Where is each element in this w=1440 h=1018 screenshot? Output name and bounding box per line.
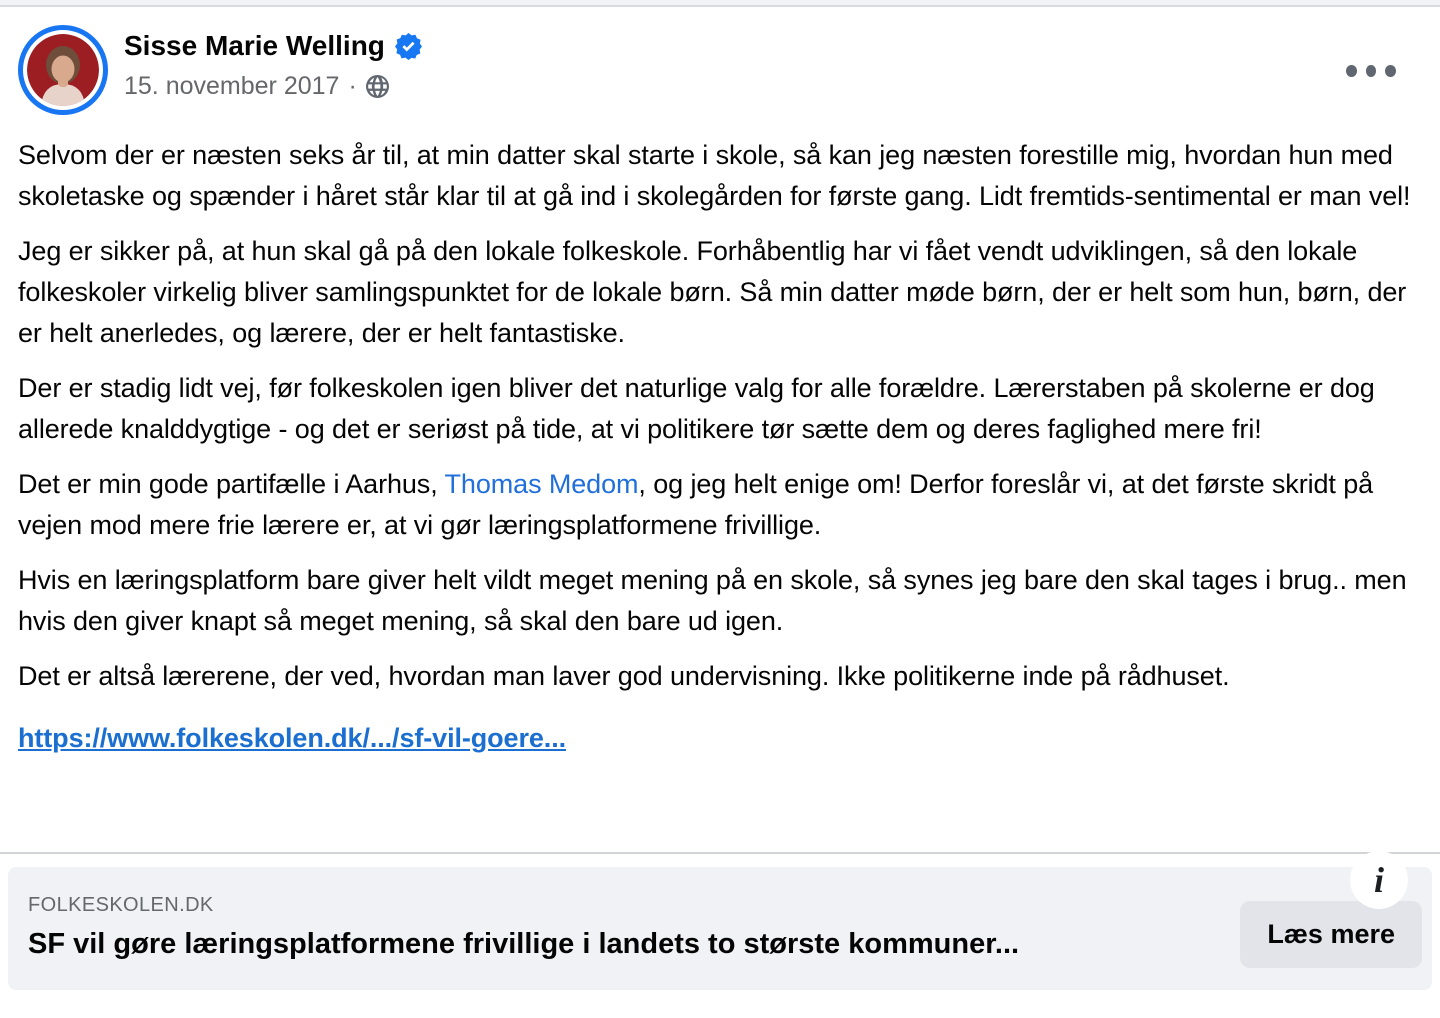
facebook-post [0,7,1440,759]
post-paragraph-5: Hvis en læringsplatform bare giver helt vildt meget mening på en skole, så synes jeg bare den skal tages i brug.. men hvis den giver knapt så meget mening, så skal den bare ud igen. [18,565,1407,636]
link-domain: FOLKESKOLEN.DK [28,894,214,916]
post-header-info [124,25,422,100]
link-attachment [0,852,1440,990]
avatar-photo-icon [27,34,99,106]
post-url-link[interactable]: https://www.folkeskolen.dk/.../sf-vil-goere... [18,723,566,753]
post-header [18,25,1420,115]
post-options-button[interactable] [1340,53,1402,89]
info-icon: i [1373,860,1384,900]
mention-link-thomas-medom[interactable]: Thomas Medom [444,469,639,499]
globe-icon [366,75,389,98]
post-date: 15. november 2017 [124,72,340,100]
paragraph-4-text-after: , og jeg helt enige om! Derfor foreslår vi, at det første skridt på vejen mod mere frie lærere er, at vi gør læringsplatformene frivillige. [18,469,1374,540]
post-paragraph-3: Der er stadig lidt vej, før folkeskolen igen bliver det naturlige valg for alle forældre. Lærerstaben på skolerne er dog allerede knalddygtige - og det er seriøst på tide, at vi politikere tør sætte dem og deres faglighed mere fri! [18,373,1375,444]
read-more-button[interactable]: Læs mere [1240,901,1422,968]
post-paragraph-4 [18,464,1420,546]
post-timestamp[interactable] [124,72,422,100]
date-separator: · [348,72,357,100]
post-paragraph-6: Det er altså lærerene, der ved, hvordan man laver god undervisning. Ikke politikerne inde på rådhuset. [18,661,1230,691]
info-button[interactable] [1350,851,1408,909]
author-name[interactable]: Sisse Marie Welling [124,30,385,61]
post-body [18,135,1420,759]
verified-badge-icon [395,33,422,60]
link-title: SF vil gøre læringsplatformene frivillige i landets to største kommuner... [28,928,1020,960]
attachment-divider [0,852,1440,854]
avatar[interactable] [18,25,108,115]
page-top-divider [0,0,1440,7]
paragraph-4-text-before: Det er min gode partifælle i Aarhus, [18,469,445,499]
post-paragraph-1: Selvom der er næsten seks år til, at min datter skal starte i skole, så kan jeg næsten forestille mig, hvordan hun med skoletaske og spænder i håret står klar til at gå ind i skolegården for første gang. Lidt fremtids-sentimental er man vel! [18,140,1411,211]
post-paragraph-2: Jeg er sikker på, at hun skal gå på den lokale folkeskole. Forhåbentlig har vi fået vendt udviklingen, så den lokale folkeskoler virkelig bliver samlingspunktet for de lokale børn. Så min datter møde børn, der er helt som hun, børn, der er helt anerledes, og lærere, der er helt fantastiske. [18,236,1407,348]
link-preview-card[interactable] [8,860,1432,990]
ellipsis-icon [1346,65,1357,77]
